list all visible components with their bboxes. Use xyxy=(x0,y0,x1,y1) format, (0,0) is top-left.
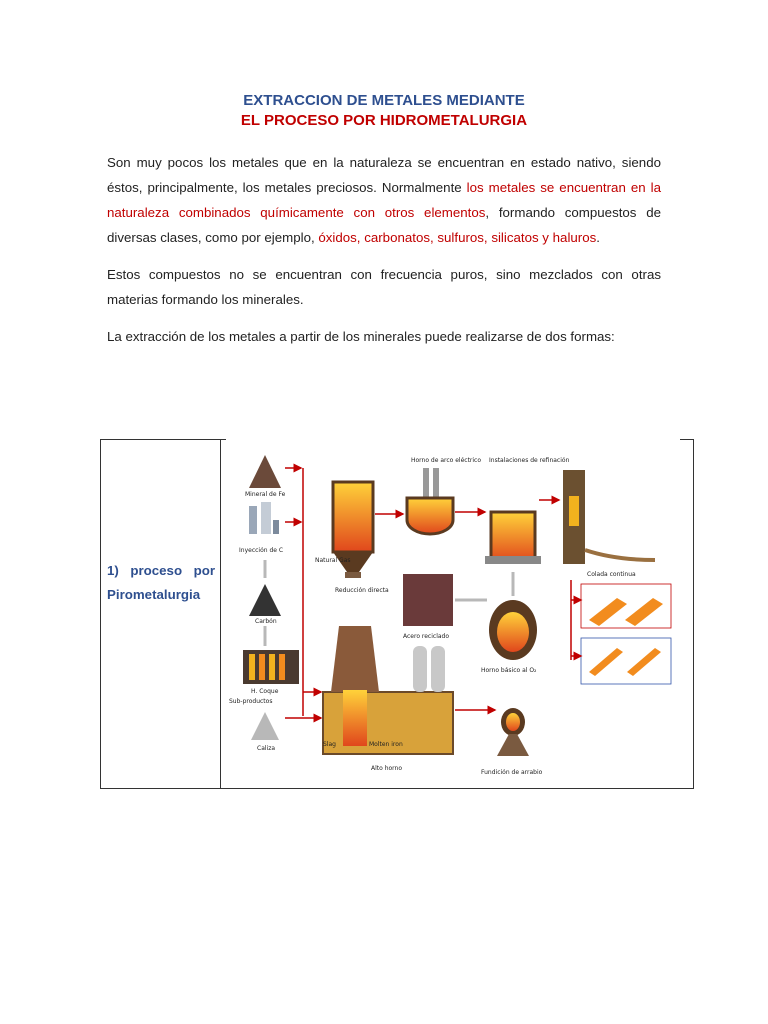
mineral-pile-icon xyxy=(249,455,281,488)
bar-1-icon xyxy=(589,648,623,676)
paragraph-forms: La extracción de los metales a partir de los minerales puede realizarse de dos formas: xyxy=(107,329,615,344)
label-mineral: Mineral de Fe xyxy=(245,491,286,498)
coke-oven-icon xyxy=(243,650,299,684)
paragraph-compounds: Estos compuestos no se encuentran con frecuencia puros, sino mezclados con otras materias formando los minerales. xyxy=(107,267,661,307)
paragraph-intro xyxy=(107,150,661,250)
label-alto-horno: Alto horno xyxy=(371,765,403,772)
label-natural-gas: Natural Gas xyxy=(315,557,351,564)
label-refinacion: Instalaciones de refinación xyxy=(489,457,570,464)
label-fundicion: Fundición de arrabio xyxy=(481,769,543,776)
flow-arrows-grey xyxy=(265,560,513,646)
slab-1-icon xyxy=(589,598,627,626)
basic-oxygen-furnace-icon xyxy=(489,600,537,660)
row-label-pirometalurgia: 1) proceso por Pirometalurgia xyxy=(107,563,215,602)
para1-text-a: Son muy pocos los metales que en la naturaleza se encuentran en estado nativo, siendo éstos, principalmente, los metales preciosos. Normalmente xyxy=(107,155,661,195)
para1-highlight-1: los metales se encuentran en la naturaleza combinados químicamente con otros elementos xyxy=(107,180,661,220)
bar-2-icon xyxy=(627,648,661,676)
pig-iron-foundry-icon xyxy=(497,708,529,756)
label-molten-iron: Molten iron xyxy=(369,741,403,748)
para1-highlight-2: óxidos, carbonatos, sulfuros, silicatos y haluros xyxy=(318,230,597,245)
caliza-pile-icon xyxy=(251,712,279,740)
label-coque: H. Coque xyxy=(251,688,279,695)
steel-bars-box xyxy=(581,638,671,684)
title-line-1: EXTRACCION DE METALES MEDIANTE xyxy=(243,92,525,109)
label-basico: Horno básico al O₂ xyxy=(481,667,537,674)
title-line-2: EL PROCESO POR HIDROMETALURGIA xyxy=(240,112,528,129)
label-subproductos: Sub-productos xyxy=(229,698,273,705)
carbon-pile-icon xyxy=(249,584,281,616)
electric-arc-furnace-icon xyxy=(407,468,453,534)
slab-2-icon xyxy=(625,598,663,626)
recycled-steel-photo xyxy=(403,574,453,626)
table-column-divider xyxy=(220,439,221,789)
label-slag: Slag xyxy=(323,741,336,748)
label-acero: Acero reciclado xyxy=(403,633,450,640)
table-right-border xyxy=(693,439,694,789)
table-top-border-left xyxy=(100,439,226,440)
continuous-casting-icon xyxy=(563,470,655,564)
label-arco: Horno de arco eléctrico xyxy=(411,457,482,464)
label-inyeccion: Inyección de C xyxy=(239,547,284,554)
label-colada: Colada continua xyxy=(587,571,636,578)
refining-installation-icon xyxy=(485,512,541,564)
label-carbon: Carbón xyxy=(255,618,277,625)
pirometalurgia-diagram xyxy=(227,440,687,785)
label-caliza: Caliza xyxy=(257,745,276,752)
para1-text-e: . xyxy=(596,230,600,245)
para1-text-c: , formando compuestos de diversas clases, como por ejemplo, xyxy=(107,205,661,245)
injection-equipment-icon xyxy=(249,502,279,534)
label-reduccion: Reducción directa xyxy=(335,587,389,594)
blast-furnace-icon xyxy=(323,626,453,754)
